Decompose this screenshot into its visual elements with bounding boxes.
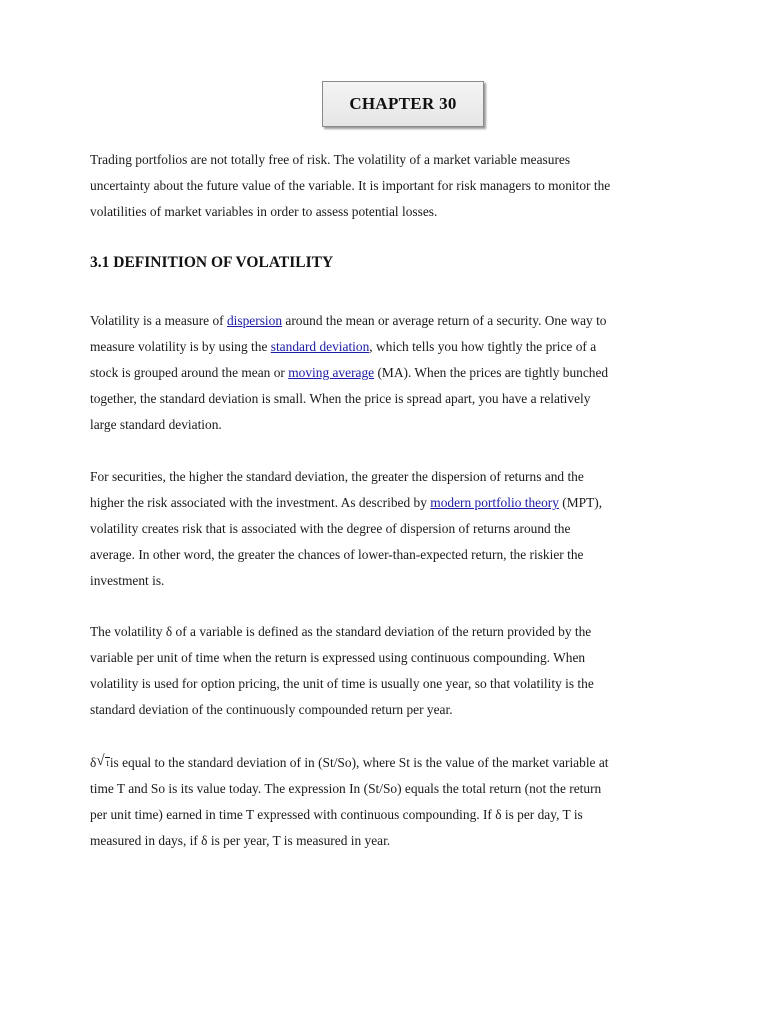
paragraph-line xyxy=(90,360,688,386)
intro-line: volatilities of market variables in order to assess potential losses. xyxy=(90,204,438,219)
intro-paragraph xyxy=(90,147,688,225)
paragraph-line: together, the standard deviation is small. When the price is spread apart, you have a relatively xyxy=(90,391,591,406)
delta-symbol: δ xyxy=(90,755,97,770)
modern-portfolio-theory-link[interactable]: modern portfolio theory xyxy=(430,495,559,510)
paragraph-line: investment is. xyxy=(90,573,165,588)
section-heading: 3.1 DEFINITION OF VOLATILITY xyxy=(90,254,334,271)
dispersion-link[interactable]: dispersion xyxy=(226,313,283,328)
chapter-title: CHAPTER 30 xyxy=(349,94,457,113)
moving-average-link[interactable]: moving average xyxy=(288,365,375,380)
delta-sqrt-t-paragraph xyxy=(90,750,688,854)
paragraph-line: large standard deviation. xyxy=(90,417,222,432)
paragraph-line: per unit time) earned in time T expressed with continuous compounding. If δ is per day, T is xyxy=(90,807,583,822)
paragraph-line: measured in days, if δ is per year, T is measured in year. xyxy=(90,833,391,848)
intro-line: uncertainty about the future value of the variable. It is important for risk managers to monitor the xyxy=(90,178,611,193)
text-span: higher the risk associated with the investment. As described by xyxy=(90,495,431,510)
text-span: , which tells you how tightly the price of a xyxy=(369,339,597,354)
volatility-definition-paragraph xyxy=(90,308,688,438)
paragraph-line: volatility is used for option pricing, the unit of time is usually one year, so that volatility is the xyxy=(90,676,594,691)
standard-deviation-link[interactable]: standard deviation xyxy=(270,339,370,354)
paragraph-line: variable per unit of time when the return is expressed using continuous compounding. When xyxy=(90,650,586,665)
text-span: (MPT), xyxy=(558,495,603,510)
radical-sign-icon: √ xyxy=(96,753,105,769)
intro-line: Trading portfolios are not totally free of risk. The volatility of a market variable measures xyxy=(90,152,571,167)
paragraph-line: standard deviation of the continuously compounded return per year. xyxy=(90,702,453,717)
text-span: stock is grouped around the mean or xyxy=(90,365,289,380)
paragraph-line xyxy=(90,490,688,516)
paragraph-line xyxy=(90,308,688,334)
paragraph-line xyxy=(90,750,688,776)
text-span: measure volatility is by using the xyxy=(90,339,271,354)
text-span: (MA). When the prices are tightly bunched xyxy=(374,365,609,380)
paragraph-line: average. In other word, the greater the chances of lower-than-expected return, the riskier the xyxy=(90,547,584,562)
paragraph-line: time T and So is its value today. The expression In (St/So) equals the total return (not the return xyxy=(90,781,602,796)
paragraph-line: For securities, the higher the standard deviation, the greater the dispersion of returns and the xyxy=(90,469,584,484)
square-root-symbol xyxy=(96,750,110,776)
delta-sqrt-t-formula xyxy=(90,750,110,776)
securities-risk-paragraph xyxy=(90,464,688,594)
paragraph-line: volatility creates risk that is associated with the degree of dispersion of returns around the xyxy=(90,521,571,536)
volatility-delta-paragraph xyxy=(90,619,688,723)
text-span: around the mean or average return of a security. One way to xyxy=(282,313,607,328)
text-span: is equal to the standard deviation of in (St/So), where St is the value of the market variable at xyxy=(109,755,609,770)
paragraph-line: The volatility δ of a variable is defined as the standard deviation of the return provided by the xyxy=(90,624,592,639)
paragraph-line xyxy=(90,334,688,360)
radicand: t xyxy=(106,758,109,768)
chapter-title-box xyxy=(322,81,484,127)
text-span: Volatility is a measure of xyxy=(90,313,227,328)
